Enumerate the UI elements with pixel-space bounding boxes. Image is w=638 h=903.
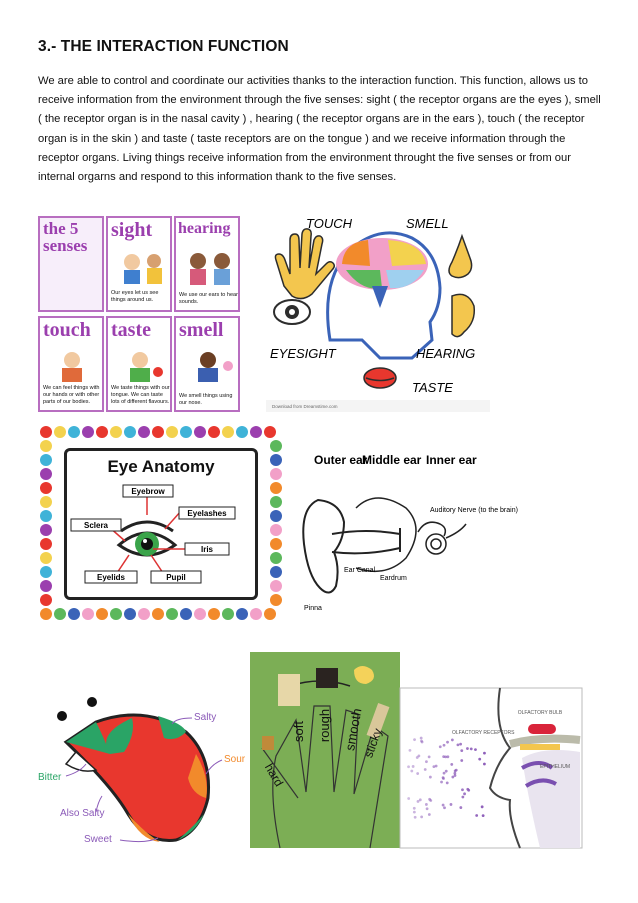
eye-anatomy-title: Eye Anatomy [107, 457, 215, 476]
border-dot [194, 426, 206, 438]
odor-particle [414, 816, 417, 819]
border-dot [270, 510, 282, 522]
odor-particle [410, 770, 413, 773]
middle-ear-label: Middle ear [362, 453, 422, 467]
hearing-label: HEARING [416, 346, 476, 361]
odor-particle [443, 744, 446, 747]
odor-particle [420, 740, 423, 743]
smooth-swatch [354, 666, 374, 684]
border-dot [222, 426, 234, 438]
cochlea [426, 534, 446, 554]
odor-particle [455, 769, 458, 772]
odor-particle [443, 772, 446, 775]
poster-caption: Our eyes let us see things around us. [111, 290, 159, 303]
poster-caption: We use our ears to hear sounds. [179, 292, 238, 305]
finger-label-smooth: smooth [342, 707, 365, 752]
border-dot [82, 426, 94, 438]
smell-illustration [178, 346, 240, 384]
also-salty-label: Also Salty [60, 808, 105, 819]
sclera-label: Sclera [83, 521, 109, 530]
poster-caption: We taste things with our tongue. We can taste lots of different flavours. [111, 385, 170, 405]
border-dot [40, 608, 52, 620]
odor-particle [460, 759, 463, 762]
finger-label-soft: soft [290, 721, 306, 742]
sight-illustration [110, 246, 172, 286]
border-dot [68, 608, 80, 620]
odor-particle [428, 756, 431, 759]
odor-particle [417, 755, 420, 758]
poster-title: the 5 senses [43, 219, 88, 255]
border-dot [110, 426, 122, 438]
odor-particle [460, 749, 463, 752]
border-dot [270, 482, 282, 494]
odor-particle [461, 796, 464, 799]
border-dot [40, 454, 52, 466]
sweet-label: Sweet [84, 834, 112, 845]
pinna-outline [303, 500, 344, 593]
border-dot [40, 566, 52, 578]
odor-particle [413, 811, 416, 814]
odor-particle [407, 797, 410, 800]
border-dot [194, 608, 206, 620]
page-title: 3.- THE INTERACTION FUNCTION [38, 38, 289, 55]
border-dot [180, 608, 192, 620]
odor-particle [454, 774, 457, 777]
mouth-icon [364, 368, 396, 388]
border-dot [40, 594, 52, 606]
odor-particle [425, 803, 428, 806]
sour-label: Sour [224, 754, 246, 765]
olfactory-diagram [400, 688, 582, 848]
odor-particle [420, 737, 423, 740]
odor-particle [450, 803, 453, 806]
credit-text: Download from Dreamstime.com [272, 404, 338, 409]
border-dot [138, 608, 150, 620]
border-dot [250, 426, 262, 438]
eyebrow-label: Eyebrow [131, 487, 165, 496]
odor-particle [481, 805, 484, 808]
border-dot [40, 468, 52, 480]
odor-particle [446, 741, 449, 744]
odor-particle [407, 765, 410, 768]
odor-particle [483, 763, 486, 766]
poster-card [106, 316, 172, 412]
poster-title: smell [179, 319, 224, 341]
border-dot [40, 510, 52, 522]
border-dot [270, 580, 282, 592]
border-dot [236, 608, 248, 620]
eardrum-label: Eardrum [380, 575, 407, 582]
odor-particle [457, 744, 460, 747]
border-dot [54, 426, 66, 438]
border-dot [208, 426, 220, 438]
border-dot [40, 552, 52, 564]
eye-anatomy-figure [38, 424, 284, 622]
odor-particle [451, 739, 454, 742]
odor-particle [413, 738, 416, 741]
border-dot [270, 538, 282, 550]
odor-particle [446, 781, 449, 784]
olfactory-bulb-shape [528, 724, 556, 734]
poster-title: hearing [178, 220, 231, 237]
odor-particle [413, 807, 416, 810]
odor-particle [475, 814, 478, 817]
epithelium-label: EPITHELIUM [540, 764, 571, 770]
eyelashes-label: Eyelashes [187, 509, 227, 518]
odor-particle [419, 798, 422, 801]
border-dot [236, 426, 248, 438]
odor-particle [428, 798, 431, 801]
auditory-nerve-label: Auditory Nerve (to the brain) [430, 507, 518, 514]
odor-particle [420, 815, 423, 818]
border-dot [40, 482, 52, 494]
odor-particle [429, 776, 432, 779]
poster-title: touch [43, 319, 91, 341]
bitter-label: Bitter [38, 772, 62, 783]
odor-particle [426, 807, 429, 810]
poster-card [174, 316, 240, 412]
odor-particle [424, 768, 427, 771]
hearing-illustration [178, 245, 240, 287]
smell-label: SMELL [406, 216, 449, 231]
odor-particle [478, 758, 481, 761]
border-dot [68, 426, 80, 438]
touch-hand-craft [250, 652, 400, 848]
tongue-taste-map [36, 694, 250, 850]
poster-caption: We can feel things with our hands or with other parts of our bodies. [43, 385, 100, 405]
odor-particle [443, 806, 446, 809]
border-dot [222, 608, 234, 620]
odor-particle [459, 806, 462, 809]
border-dot [96, 426, 108, 438]
odor-particle [409, 749, 412, 752]
taste-label: TASTE [412, 380, 453, 395]
odor-particle [428, 813, 431, 816]
border-dot [270, 440, 282, 452]
odor-particle [450, 763, 453, 766]
eye-anatomy-card [64, 448, 258, 600]
odor-particle [463, 792, 466, 795]
odor-particle [442, 776, 445, 779]
border-dot [270, 496, 282, 508]
border-dot [180, 426, 192, 438]
poster-title: sight [111, 219, 153, 241]
odor-particle [461, 788, 464, 791]
brain-senses-diagram [262, 208, 494, 414]
iris-label: Iris [200, 545, 214, 554]
poster-card [38, 216, 104, 312]
odor-particle [440, 781, 443, 784]
border-dot [270, 454, 282, 466]
pinna-label: Pinna [304, 605, 322, 612]
border-dot [270, 524, 282, 536]
border-dot [270, 594, 282, 606]
finger-label-sticky: sticky [361, 726, 385, 760]
eye-diagram [67, 477, 255, 597]
odor-particle [416, 772, 419, 775]
odor-particle [417, 800, 420, 803]
odor-particle [442, 804, 445, 807]
five-senses-posters [38, 216, 240, 412]
border-dot [40, 524, 52, 536]
border-dot [96, 608, 108, 620]
border-dot [54, 608, 66, 620]
salty-label: Salty [194, 712, 217, 723]
poster-card [106, 216, 172, 312]
border-dot [166, 426, 178, 438]
odor-particle [444, 755, 447, 758]
odor-particle [459, 743, 462, 746]
inner-ear-label: Inner ear [426, 453, 477, 467]
poster-caption: We smell things using our nose. [179, 393, 233, 406]
ear-anatomy-diagram [296, 448, 518, 618]
pupil-label: Pupil [166, 573, 186, 582]
border-dot [40, 440, 52, 452]
border-dot [250, 608, 262, 620]
border-dot [208, 608, 220, 620]
border-dot [264, 608, 276, 620]
eyelids-label: Eyelids [96, 573, 126, 582]
border-dot [166, 608, 178, 620]
touch-label: TOUCH [306, 216, 352, 231]
border-dot [152, 608, 164, 620]
touch-illustration [42, 346, 104, 384]
border-dot [264, 426, 276, 438]
border-dot [138, 426, 150, 438]
odor-particle [439, 745, 442, 748]
olfactory-bulb-label: OLFACTORY BULB [517, 710, 563, 716]
poster-title: taste [111, 319, 151, 341]
border-dot [152, 426, 164, 438]
odor-particle [483, 752, 486, 755]
border-dot [270, 552, 282, 564]
odor-particle [445, 770, 448, 773]
border-dot [40, 580, 52, 592]
border-dot [124, 426, 136, 438]
eyesight-label: EYESIGHT [270, 346, 336, 361]
hard-swatch [262, 736, 274, 750]
border-dot [110, 608, 122, 620]
border-dot [270, 468, 282, 480]
odor-particle [425, 760, 428, 763]
outer-ear-label: Outer ear [314, 453, 368, 467]
border-dot [124, 608, 136, 620]
soft-swatch [278, 674, 300, 706]
ear-canal-label: Ear Canal [344, 567, 376, 574]
rough-swatch [316, 668, 338, 688]
border-dot [40, 538, 52, 550]
odor-particle [470, 748, 473, 751]
border-dot [82, 608, 94, 620]
intro-paragraph: We are able to control and coordinate our activities thanks to the interaction function. This function, allows us to receive information from the environment through the five senses: sight ( the receptor organs are the eyes ), smell ( the receptor organ is in the nasal cavity ) , hearing ( the receptor organs are in the ears ), touch ( the receptor organ is in the skin ) and taste ( taste receptors are on the tongue ) and we receive information through the receptor organs. Living things receive information from the environment throught the five senses or from our internal orgarns and respond to this information thank to the five senses. [38, 75, 601, 184]
finger-label-rough: rough [317, 708, 333, 743]
odor-particle [474, 748, 477, 751]
finger-label-hard: hard [261, 761, 287, 789]
border-dot [40, 496, 52, 508]
odor-particle [432, 765, 435, 768]
odor-particle [412, 765, 415, 768]
poster-card [174, 216, 240, 312]
olfactory-receptors-label: OLFACTORY RECEPTORS [452, 730, 515, 736]
odor-particle [482, 814, 485, 817]
dot [57, 711, 67, 721]
border-dot [270, 566, 282, 578]
odor-particle [466, 747, 469, 750]
poster-card [38, 316, 104, 412]
dot [87, 697, 97, 707]
odor-particle [466, 788, 469, 791]
border-dot [40, 426, 52, 438]
taste-illustration [110, 346, 172, 384]
